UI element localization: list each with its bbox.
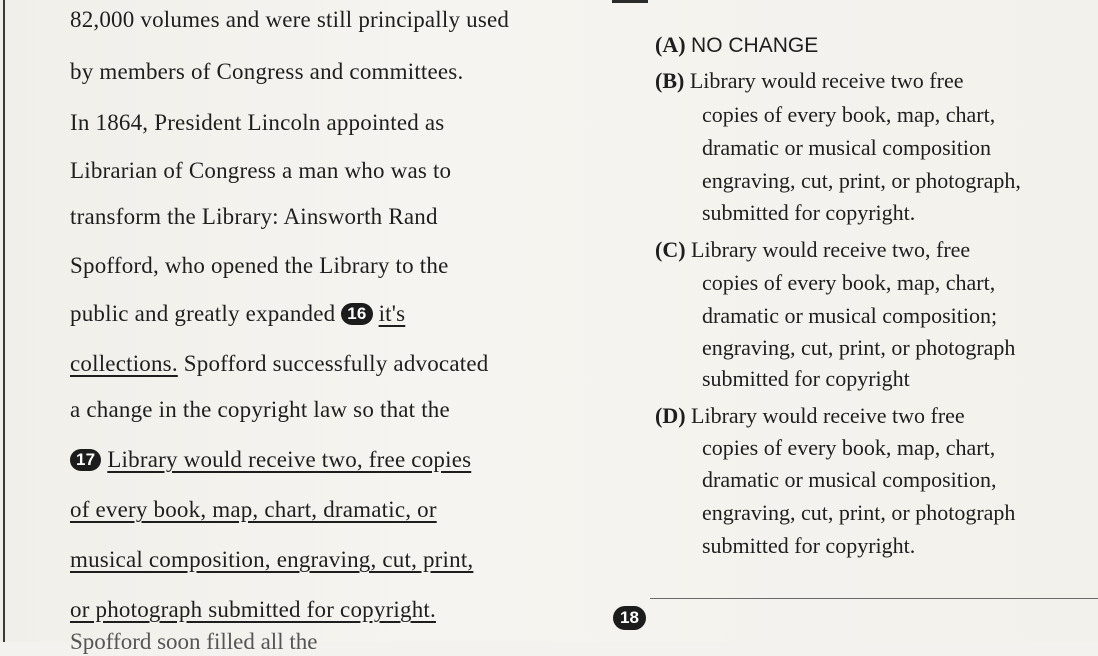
option-a-letter: (A) xyxy=(655,32,686,57)
option-d-text: engraving, cut, print, or photograph xyxy=(702,500,1016,525)
underlined-text-17: of every book, map, chart, dramatic, or xyxy=(70,497,437,522)
option-c-text: copies of every book, map, chart, xyxy=(702,270,996,295)
underlined-text-16: it's xyxy=(378,301,406,326)
option-d-letter: (D) xyxy=(655,403,686,428)
answer-separator-line xyxy=(650,598,1098,599)
passage-line: Librarian of Congress a man who was to xyxy=(70,158,452,183)
option-c-text: dramatic or musical composition; xyxy=(702,303,998,328)
passage-line: a change in the copyright law so that the xyxy=(70,397,450,422)
option-b-text: Library would receive two free xyxy=(689,68,964,93)
option-d-text: dramatic or musical composition, xyxy=(702,467,997,492)
underlined-text-17: musical composition, engraving, cut, print, xyxy=(70,547,474,572)
question-18-badge[interactable]: 18 xyxy=(613,606,646,630)
option-a[interactable] xyxy=(655,31,818,60)
option-c-letter: (C) xyxy=(655,237,686,262)
option-b-letter: (B) xyxy=(655,68,685,93)
passage-line: by members of Congress and committees. xyxy=(70,59,464,84)
passage-line: In 1864, President Lincoln appointed as xyxy=(70,110,445,135)
option-b-line xyxy=(655,67,963,95)
question-16-badge[interactable]: 16 xyxy=(341,303,372,325)
passage-line xyxy=(70,300,405,328)
option-d-text: copies of every book, map, chart, xyxy=(702,435,996,460)
option-b-text: submitted for copyright. xyxy=(702,200,916,225)
option-d-text: submitted for copyright. xyxy=(702,533,916,558)
passage-line xyxy=(70,350,488,378)
option-b-text: engraving, cut, print, or photograph, xyxy=(702,168,1021,193)
left-margin-rule xyxy=(3,0,5,642)
option-c-text: engraving, cut, print, or photograph xyxy=(702,335,1016,360)
top-rule-mark xyxy=(612,0,648,3)
option-c-text: Library would receive two, free xyxy=(691,237,971,262)
passage-line: 82,000 volumes and were still principally used xyxy=(70,7,510,32)
passage-line xyxy=(70,446,471,474)
underlined-text-17: or photograph submitted for copyright. xyxy=(70,597,436,622)
passage-text: Spofford successfully advocated xyxy=(177,351,489,376)
option-c-line xyxy=(655,236,970,264)
underlined-text-17: Library would receive two, free copies xyxy=(107,447,472,472)
passage-text: public and greatly expanded xyxy=(70,301,342,326)
passage-line: transform the Library: Ainsworth Rand xyxy=(70,204,438,229)
underlined-text-16: collections. xyxy=(70,351,178,376)
option-d-line xyxy=(655,402,965,430)
passage-line-cut-off: Spofford soon filled all the xyxy=(70,629,318,654)
option-d-text: Library would receive two free xyxy=(691,403,965,428)
option-c-text: submitted for copyright xyxy=(702,366,910,391)
question-17-badge[interactable]: 17 xyxy=(70,449,101,471)
option-b-text: dramatic or musical composition xyxy=(702,135,991,160)
passage-line: Spofford, who opened the Library to the xyxy=(70,253,449,278)
option-a-text: NO CHANGE xyxy=(691,34,819,57)
option-b-text: copies of every book, map, chart, xyxy=(702,102,996,127)
